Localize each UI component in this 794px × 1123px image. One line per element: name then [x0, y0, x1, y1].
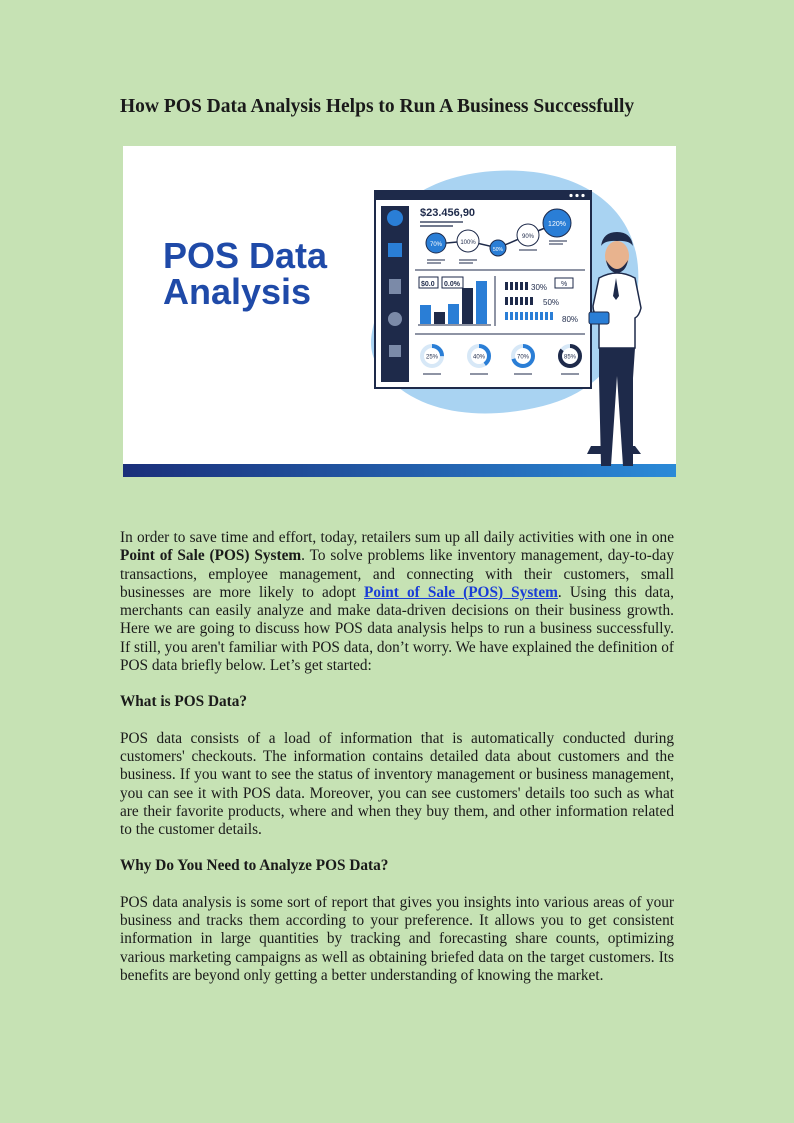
svg-text:40%: 40% [472, 354, 486, 361]
pos-system-link[interactable]: Point of Sale (POS) System [364, 583, 558, 601]
svg-text:70%: 70% [516, 354, 530, 361]
section-heading-what-is-pos-data: What is POS Data? [120, 693, 248, 711]
svg-text:70%: 70% [429, 242, 443, 248]
section-heading-why-analyze: Why Do You Need to Analyze POS Data? [120, 857, 389, 875]
bar-3 [448, 304, 459, 324]
bubble-70 [426, 233, 446, 253]
bubble-50 [490, 240, 506, 256]
bottom-strip [123, 464, 676, 477]
hero-heading-line2: Analysis [163, 271, 312, 312]
bubble-90 [517, 224, 539, 246]
svg-text:90%: 90% [521, 234, 535, 240]
chart-icon [388, 243, 402, 257]
article-body [120, 529, 674, 985]
bar-label-percent: 0.0% [444, 281, 460, 288]
svg-text:100%: 100% [460, 240, 476, 246]
svg-text:50%: 50% [492, 247, 504, 253]
hero-image [123, 146, 676, 477]
amount-value: $23.456,90 [420, 207, 476, 219]
svg-text:25%: 25% [425, 354, 439, 361]
bar-1 [420, 305, 431, 324]
svg-text:85%: 85% [563, 354, 577, 361]
intro-bold-term: Point of Sale (POS) System [120, 547, 302, 565]
bubble-120 [543, 209, 571, 237]
bar-2 [434, 312, 445, 324]
svg-text:120%: 120% [548, 221, 566, 228]
people-stat-3: 80% [562, 315, 579, 324]
percent-badge: % [561, 281, 568, 288]
page-title: How POS Data Analysis Helps to Run A Business Successfully [120, 96, 635, 117]
pos-illustration [123, 146, 676, 477]
bar-4 [462, 288, 473, 324]
bar-label-amount: $0.0 [421, 281, 435, 288]
hero-heading-line1: POS Data [163, 235, 328, 276]
people-stat-2: 50% [543, 298, 560, 307]
avatar-icon [387, 210, 403, 226]
people-stat-1: 30% [531, 283, 548, 292]
bar-5 [476, 281, 487, 324]
dashboard-titlebar [375, 191, 591, 200]
bubble-100 [457, 230, 479, 252]
section-paragraph-why-analyze: POS data analysis is some sort of report that gives you insights into various areas of your business and tracks them according to your preference. It allows you to get consistent information in large quantities by tracking and forecasting share counts, optimizing various marketing campaigns as well as obtaining briefed data on the target customers. Its benefits are beyond only getting a better understanding of knowing the market. [120, 893, 674, 984]
clock-icon [388, 312, 402, 326]
section-paragraph-what-is-pos-data: POS data consists of a load of information that is automatically conducted during customers' checkouts. The information contains detailed data about customers and the business. If you want to see the status of inventory management or business management, you can see it with POS data. Moreover, you can see customers' details too such as what are their favorite products, where and when they buy them, and other information related to the customer details. [120, 729, 674, 839]
document-icon [389, 279, 401, 294]
intro-paragraph: In order to save time and effort, today, retailers sum up all daily activities with one in one Point of Sale (POS) System. To solve problems like inventory management, day-to-day transactions, employee management, and connecting with their customers, small businesses are more likely to adopt Point of Sale (POS) System. Using this data, merchants can easily analyze and make data-driven decisions on their business growth. Here we are going to discuss how POS data analysis helps to run a business successfully. If still, you aren't familiar with POS data, don’t worry. We have explained the definition of POS data briefly below. Let’s get started: [120, 529, 674, 675]
grid-icon [389, 345, 401, 357]
